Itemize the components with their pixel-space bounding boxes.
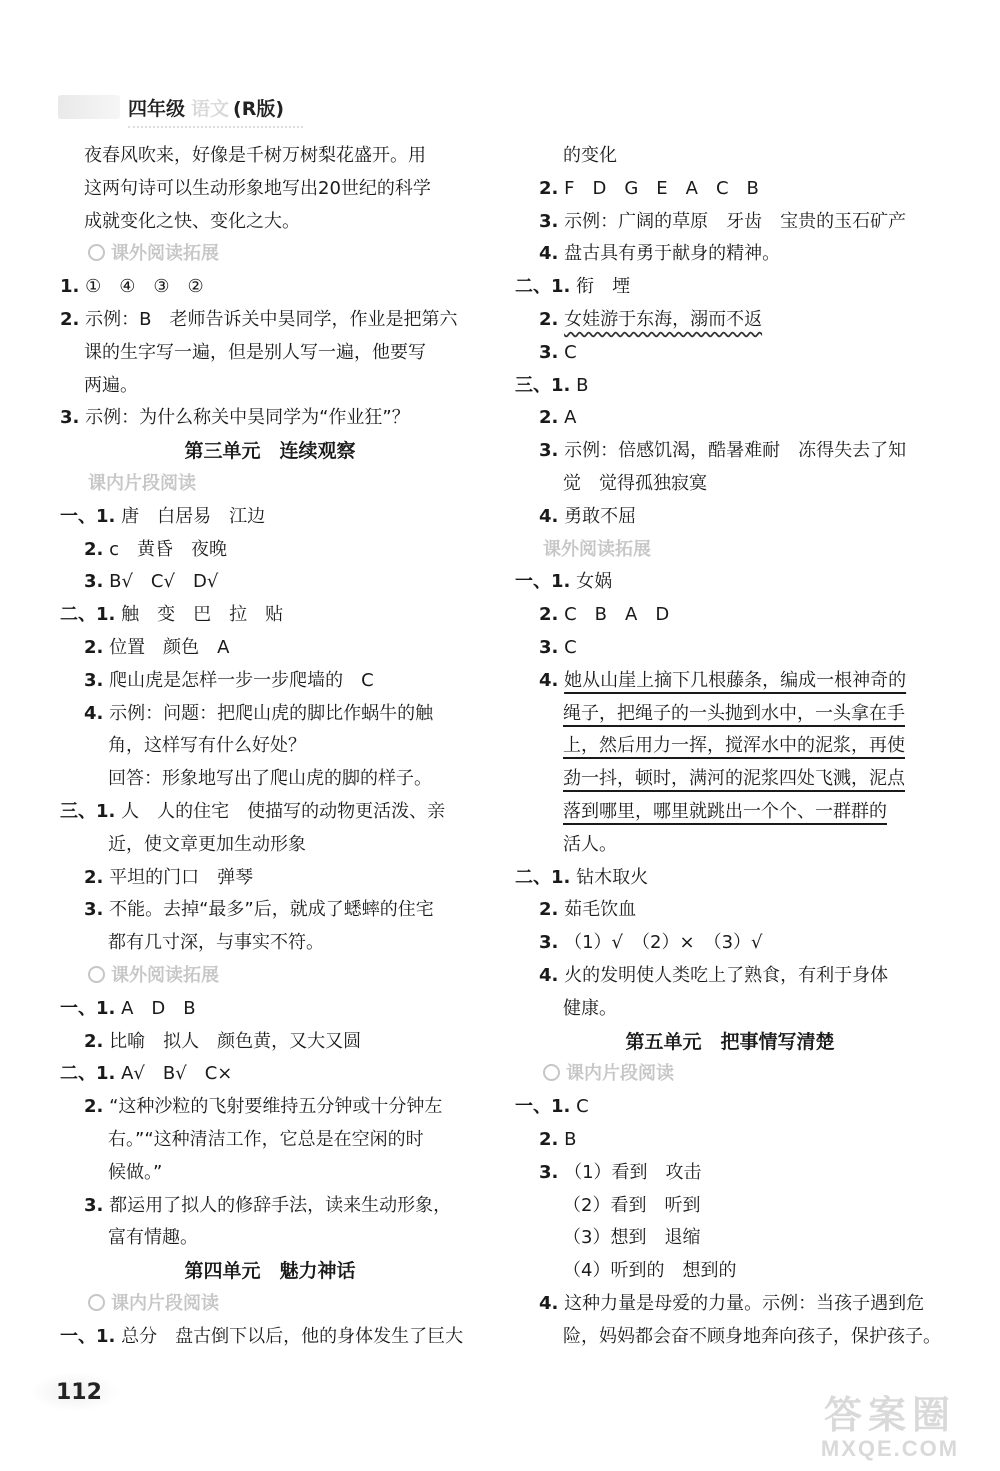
answer-line: 都有几寸深，与事实不符。 (108, 932, 324, 954)
grade-label: 四年级 (128, 97, 186, 120)
edition-label: (R版) (233, 97, 285, 120)
page-header (58, 92, 284, 122)
answer-line: 4. 这种力量是母爱的力量。示例：当孩子遇到危 (539, 1292, 925, 1314)
answer-line: 觉 觉得孤独寂寞 (563, 472, 707, 494)
section-heading: 课内片段阅读 (60, 1288, 480, 1321)
answer-line: 2. 茹毛饮血 (539, 899, 637, 921)
answer-line: 2. C B A D (539, 604, 670, 626)
answer-line: 3. C (539, 341, 577, 363)
watermark-logo (800, 1395, 980, 1465)
answer-line: 一、1. 唐 白居易 江边 (60, 505, 266, 527)
answer-line: 3. C (539, 636, 577, 658)
answer-line: 夜春风吹来，好像是千树万树梨花盛开。用 (84, 145, 426, 166)
answer-line: 两遍。 (84, 374, 138, 396)
answer-line: 4. 火的发明使人类吃上了熟食，有利于身体 (539, 964, 889, 986)
answer-line: 三、1. B (515, 374, 589, 396)
answer-line: 3. 都运用了拟人的修辞手法，读来生动形象， (84, 1194, 452, 1216)
page-number: 112 (56, 1380, 102, 1405)
watermark-url: MXQE.COM (820, 1436, 960, 1461)
section-heading: 课内片段阅读 (515, 1058, 945, 1091)
answer-line: 2. c 黄昏 夜晚 (84, 538, 228, 560)
answer-line: 2. 示例：B 老师告诉关中昊同学，作业是把第六 (60, 308, 458, 330)
answer-line: （4）听到的 想到的 (563, 1260, 737, 1282)
answer-line: （2）看到 听到 (563, 1194, 701, 1216)
section-icon (88, 1294, 105, 1311)
answer-line: 二、1. A√ B√ C× (60, 1063, 233, 1085)
answer-line: 3. （1）√ （2）× （3）√ (539, 932, 763, 954)
answer-line: 3. 示例：倍感饥渴，酷暑难耐 冻得失去了知 (539, 440, 907, 462)
subject-label: 语文 (191, 97, 230, 120)
answer-line: 一、1. C (515, 1096, 589, 1118)
answer-line: 劲一抖，顿时，满河的泥浆四处飞溅，泥点 (563, 768, 905, 790)
answer-line: 2. A (539, 407, 577, 429)
answer-line: 候做。” (108, 1161, 163, 1183)
answer-line: 健康。 (563, 997, 617, 1019)
right-column (515, 140, 945, 1353)
header-divider (128, 126, 303, 128)
answer-line: 3. 示例：为什么称关中昊同学为“作业狂”？ (60, 407, 410, 429)
answer-line: 3. 不能。去掉“最多”后，就成了蟋蟀的住宅 (84, 899, 434, 921)
answer-line: 2. 位置 颜色 A (84, 636, 230, 658)
section-heading: 课外阅读拓展 (60, 960, 480, 993)
answer-line: 的变化 (563, 145, 617, 166)
unit-title: 第三单元 连续观察 (184, 440, 356, 463)
section-heading: 课内片段阅读 (88, 472, 196, 494)
answer-line: 1. ① ④ ③ ② (60, 276, 204, 298)
section-heading: 课外阅读拓展 (543, 538, 651, 560)
section-icon (88, 244, 105, 261)
series-logo (58, 95, 120, 119)
left-column (60, 140, 480, 1353)
answer-line: 一、1. 女娲 (515, 571, 613, 593)
answer-line: 2. 平坦的门口 弹琴 (84, 866, 254, 888)
answer-line: 二、1. 衔 堙 (515, 276, 631, 298)
answer-line: （3）想到 退缩 (563, 1227, 701, 1249)
answer-line: 2. 比喻 拟人 颜色黄，又大又圆 (84, 1030, 362, 1052)
answer-line: 活人。 (563, 833, 617, 855)
answer-line: 3. （1）看到 攻击 (539, 1161, 702, 1183)
answer-line: 绳子，把绳子的一头抛到水中，一头拿在手 (563, 702, 905, 724)
answer-line: 右。”“这种清洁工作，它总是在空闲的时 (108, 1128, 424, 1150)
answer-line: 4. 勇敢不屈 (539, 505, 637, 527)
answer-line: 险，妈妈都会奋不顾身地奔向孩子，保护孩子。 (563, 1325, 941, 1347)
section-icon (543, 1064, 560, 1081)
answer-line: 成就变化之快、变化之大。 (84, 210, 300, 232)
answer-line: 二、1. 触 变 巴 拉 贴 (60, 604, 284, 626)
answer-line: 2. “这种沙粒的飞射要维持五分钟或十分钟左 (84, 1096, 443, 1118)
answer-line: 3. B√ C√ D√ (84, 571, 219, 593)
answer-line: 2. F D G E A C B (539, 177, 759, 199)
answer-line: 4. 示例：问题：把爬山虎的脚比作蜗牛的触 (84, 702, 434, 724)
answer-line: 角，这样写有什么好处？ (108, 735, 306, 757)
answer-line: 课的生字写一遍，但是别人写一遍，他要写 (84, 341, 426, 363)
answer-line: 这两句诗可以生动形象地写出20世纪的科学 (84, 177, 431, 199)
section-icon (88, 966, 105, 983)
answer-line: 一、1. A D B (60, 997, 196, 1019)
answer-line: 2. B (539, 1128, 577, 1150)
answer-line: 3. 爬山虎是怎样一步一步爬墙的 C (84, 669, 374, 691)
answer-line: 回答：形象地写出了爬山虎的脚的样子。 (108, 768, 432, 790)
section-heading: 课外阅读拓展 (60, 238, 480, 271)
answer-line: 3. 示例：广阔的草原 牙齿 宝贵的玉石矿产 (539, 210, 907, 232)
answer-line: 三、1. 人 人的住宅 使描写的动物更活泼、亲 (60, 800, 446, 822)
answer-line: 4. 她从山崖上摘下几根藤条，编成一根神奇的 (539, 669, 907, 691)
answer-line: 一、1. 总分 盘古倒下以后，他的身体发生了巨大 (60, 1325, 464, 1347)
answer-line: 二、1. 钻木取火 (515, 866, 649, 888)
answer-line: 上，然后用力一挥，搅浑水中的泥浆，再使 (563, 735, 905, 757)
answer-line: 富有情趣。 (108, 1227, 198, 1249)
unit-title: 第五单元 把事情写清楚 (625, 1030, 835, 1053)
answer-line: 落到哪里，哪里就跳出一个个、一群群的 (563, 800, 887, 822)
unit-title: 第四单元 魅力神话 (184, 1260, 356, 1283)
watermark-text: 答案圈 (823, 1395, 956, 1437)
answer-line: 近，使文章更加生动形象 (108, 833, 306, 855)
answer-line: 2. 女娃游于东海，溺而不返 (539, 308, 763, 330)
answer-line: 4. 盘古具有勇于献身的精神。 (539, 243, 781, 265)
